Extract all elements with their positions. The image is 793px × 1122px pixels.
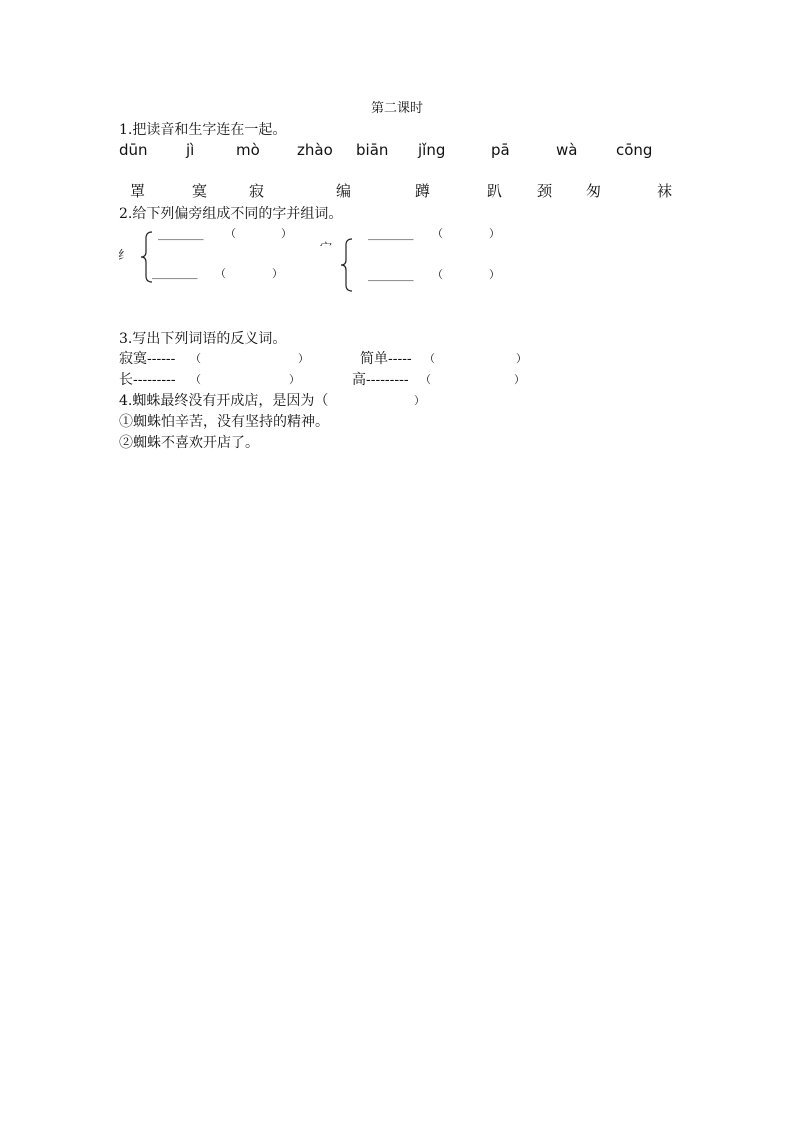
character-item: 袜 <box>657 182 673 200</box>
antonym-word: 高--------- <box>352 372 409 388</box>
character-item: 蹲 <box>415 182 431 200</box>
antonym-word: 简单----- <box>360 351 412 367</box>
option-2: ②蜘蛛不喜欢开店了。 <box>119 435 259 451</box>
open-paren: （ <box>190 373 201 386</box>
close-paren[interactable]: ） <box>514 373 525 386</box>
pinyin-item: jǐng <box>418 141 446 159</box>
close-paren[interactable]: ） <box>298 352 309 365</box>
answer-blank[interactable]: _______ <box>152 265 198 280</box>
close-paren[interactable]: ） <box>414 394 425 407</box>
character-item: 颈 <box>537 182 553 200</box>
character-item: 匆 <box>586 182 602 200</box>
open-paren: （ <box>432 227 443 240</box>
pinyin-item: jì <box>186 141 195 159</box>
answer-blank[interactable]: _______ <box>158 226 204 241</box>
character-item: 寞 <box>192 182 208 200</box>
pinyin-item: wà <box>556 141 578 159</box>
antonym-word: 长--------- <box>119 372 176 388</box>
open-paren: （ <box>225 227 236 240</box>
question-1-prompt: 1.把读音和生字连在一起。 <box>119 122 287 138</box>
open-paren: （ <box>424 352 435 365</box>
pinyin-item: dūn <box>119 141 148 159</box>
character-item: 趴 <box>487 182 503 200</box>
radical-roof: 宀 <box>320 240 333 254</box>
close-paren[interactable]: ） <box>516 352 527 365</box>
close-paren[interactable]: ） <box>489 268 500 281</box>
pinyin-item: biān <box>356 141 389 159</box>
pinyin-item: pā <box>491 141 510 159</box>
character-item: 编 <box>336 182 352 200</box>
open-paren: （ <box>190 352 201 365</box>
lesson-title: 第二课时 <box>371 101 424 116</box>
left-brace <box>340 237 354 293</box>
close-paren[interactable]: ） <box>289 373 300 386</box>
question-3-prompt: 3.写出下列词语的反义词。 <box>119 331 287 347</box>
radical-silk: 纟 <box>118 248 131 262</box>
close-paren[interactable]: ） <box>272 267 283 280</box>
answer-blank[interactable]: _______ <box>368 226 414 241</box>
open-paren: （ <box>432 268 443 281</box>
option-1: ①蜘蛛怕辛苦，没有坚持的精神。 <box>119 414 329 430</box>
question-4-prompt: 4.蜘蛛最终没有开成店，是因为（ <box>119 393 329 409</box>
close-paren[interactable]: ） <box>489 227 500 240</box>
antonym-word: 寂寞------ <box>119 351 176 367</box>
close-paren[interactable]: ） <box>281 227 292 240</box>
open-paren: （ <box>420 373 431 386</box>
character-item: 罩 <box>130 182 146 200</box>
character-item: 寂 <box>249 182 265 200</box>
pinyin-item: zhào <box>297 141 333 159</box>
pinyin-item: cōng <box>616 141 653 159</box>
open-paren: （ <box>215 267 226 280</box>
pinyin-item: mò <box>236 141 260 159</box>
question-2-prompt: 2.给下列偏旁组成不同的字并组词。 <box>119 206 343 222</box>
answer-blank[interactable]: _______ <box>368 267 414 282</box>
